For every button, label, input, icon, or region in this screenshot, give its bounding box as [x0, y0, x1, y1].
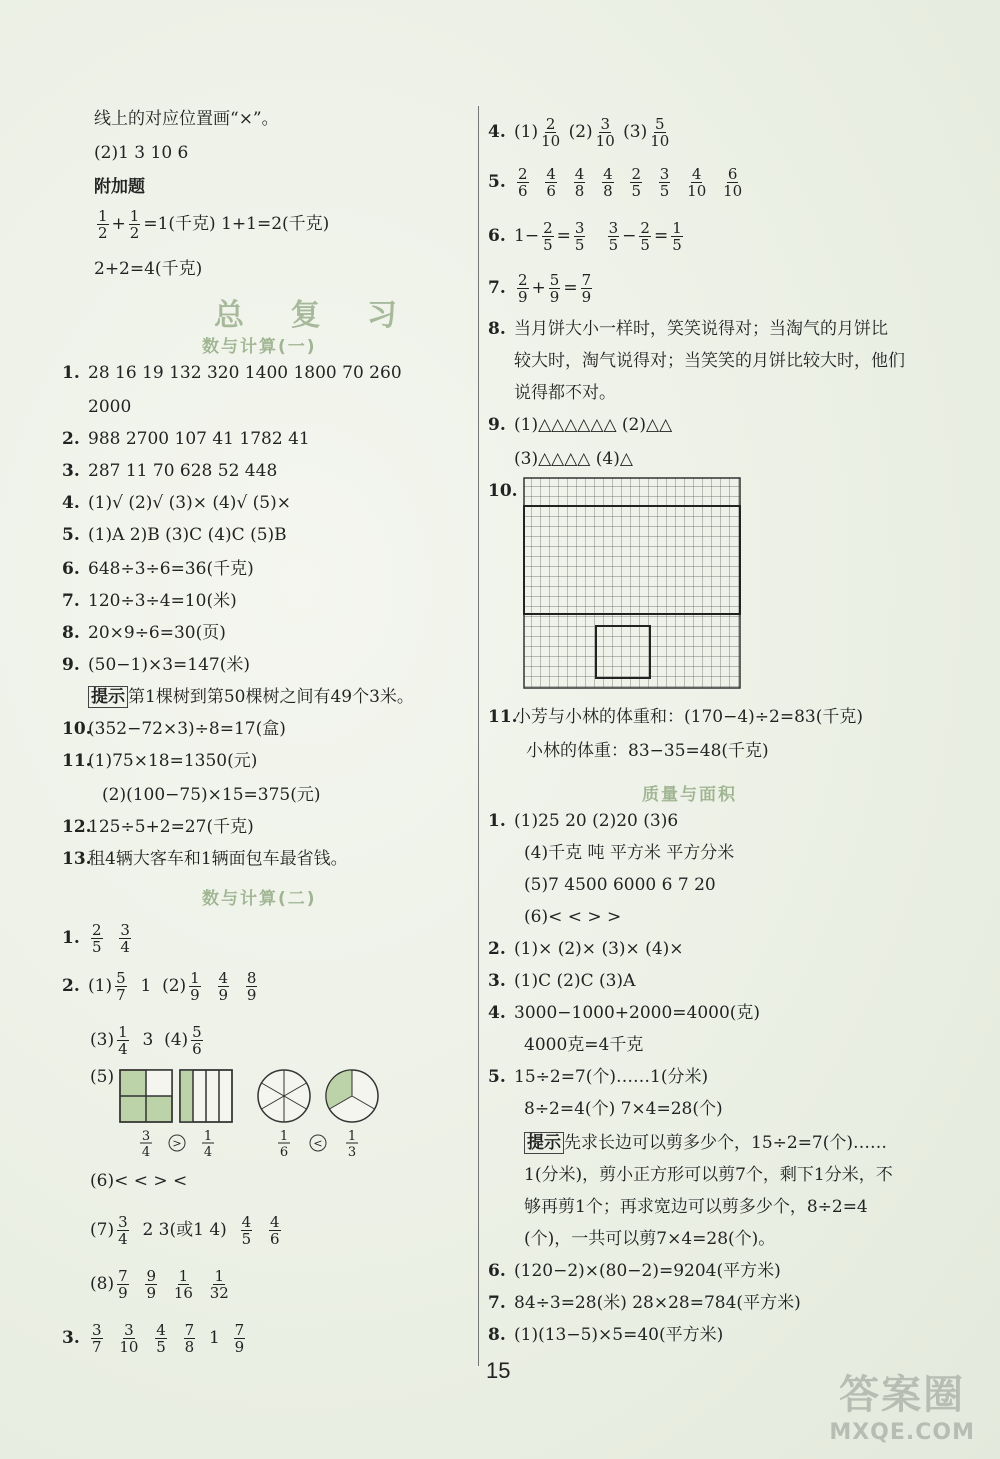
a4-line2: 4000克=4千克: [524, 1035, 644, 1055]
left-top-line1: 线上的对应位置画“×”。: [94, 109, 279, 129]
r-q6-line: 6. 1− $\frac{2}{5}$ = $\frac{3}{5}$ $\frac{3}{5}$ − $\frac{2}{5}$ = $\frac{1}{5}$: [488, 219, 682, 254]
q6-line: 6. 648÷3÷6=36(千克): [62, 559, 254, 579]
c2-q2-line3: (3) $\frac{1}{4}$ 3 (4) $\frac{5}{6}$: [90, 1023, 202, 1058]
a1-line2: (4)千克 吨 平方米 平方分米: [524, 843, 735, 863]
r-q8-line1: 8. 当月饼大小一样时，笑笑说得对；当淘气的月饼比: [488, 319, 888, 339]
a5-tip-line1: 提示 先求长边可以剪多少个，15÷2=7(个)……: [524, 1132, 887, 1154]
bonus-line2: 2+2=4(千克): [94, 259, 203, 279]
grid-diagram: [522, 476, 744, 692]
r-q10-label: 10.: [488, 481, 518, 501]
r-q9-line1: 9. (1)△△△△△△ (2)△△: [488, 415, 673, 435]
a1-line4: (6)< < > >: [524, 907, 622, 927]
c2-q1-line: 1. $\frac{2}{5}$ $\frac{3}{4}$: [62, 921, 130, 956]
c2-q2-5-label: (5): [90, 1067, 115, 1087]
circle-sixths: [258, 1070, 310, 1122]
section-title-calc2: 数与计算(二): [202, 889, 317, 909]
q7-line: 7. 120÷3÷4=10(米): [62, 591, 237, 611]
r-q11-line1: 11.小芳与小林的体重和：(170−4)÷2=83(千克): [488, 707, 863, 727]
a5-line1: 5. 15÷2=7(个)……1(分米): [488, 1067, 709, 1087]
svg-text:3: 3: [141, 1129, 151, 1144]
q10-line: 10.(352−72×3)÷8=17(盒): [62, 719, 286, 739]
c2-q2-8: (8) $\frac{7}{9}$ $\frac{9}{9}$ $\frac{1}{16}$ $\frac{1}{32}$: [90, 1267, 229, 1302]
bonus-title: 附加题: [94, 177, 145, 197]
bonus-line1-text: =1(千克) 1+1=2(千克): [143, 214, 330, 234]
tip-label: 提示: [524, 1132, 564, 1154]
q13-line: 13.租4辆大客车和1辆面包车最省钱。: [62, 849, 348, 869]
c2-q2-6: (6)< < > <: [90, 1171, 188, 1191]
svg-text:<: <: [313, 1137, 323, 1150]
watermark-line2: MXQE.COM: [829, 1420, 975, 1445]
fraction-diagrams: [118, 1068, 388, 1160]
a5-tip-line4: (个)，一共可以剪7×4=28(个)。: [524, 1229, 776, 1249]
watermark: [829, 1363, 975, 1445]
svg-text:6: 6: [279, 1145, 289, 1160]
svg-text:4: 4: [203, 1145, 213, 1160]
a5-tip-line2: 1(分米)，剪小正方形可以剪7个，剩下1分米，不: [524, 1165, 893, 1185]
compare-fractions: [140, 1129, 358, 1160]
r-q9-line2: (3)△△△△ (4)△: [514, 449, 633, 469]
page-number: 15: [486, 1358, 511, 1383]
section-title-review: 总 复 习: [214, 298, 415, 333]
square-strips: [180, 1070, 232, 1122]
a3-line: 3. (1)C (2)C (3)A: [488, 971, 636, 991]
q2-line: 2. 988 2700 107 41 1782 41: [62, 429, 310, 449]
q5-line: 5. (1)A 2)B (3)C (4)C (5)B: [62, 525, 287, 545]
a2-line: 2. (1)× (2)× (3)× (4)×: [488, 939, 684, 959]
q4-line: 4. (1)√ (2)√ (3)× (4)√ (5)×: [62, 493, 292, 513]
q3-line: 3. 287 11 70 628 52 448: [62, 461, 278, 481]
q1-line2: 2000: [88, 397, 132, 417]
q11-line2: (2)(100−75)×15=375(元): [102, 785, 321, 805]
svg-text:4: 4: [141, 1145, 151, 1160]
a8-line: 8. (1)(13−5)×5=40(平方米): [488, 1325, 724, 1345]
q9-tip: 提示 第1棵树到第50棵树之间有49个3米。: [88, 686, 414, 708]
a5-line2: 8÷2=4(个) 7×4=28(个): [524, 1099, 723, 1119]
square-quarters: [120, 1070, 172, 1122]
r-q4-line: 4. (1) $\frac{2}{10}$ (2) $\frac{3}{10}$ (3) $\frac{5}{10}$: [488, 115, 670, 150]
watermark-line1: 答案圈: [839, 1372, 966, 1418]
svg-text:1: 1: [203, 1129, 213, 1144]
a5-tip-line3: 够再剪1个；再求宽边可以剪多少个，8÷2=4: [524, 1197, 868, 1217]
q12-line: 12.125÷5+2=27(千克): [62, 817, 254, 837]
section-title-calc1: 数与计算(一): [202, 337, 317, 357]
svg-text:3: 3: [347, 1145, 357, 1160]
q8-line: 8. 20×9÷6=30(页): [62, 623, 226, 643]
r-q11-line2: 小林的体重：83−35=48(千克): [526, 741, 769, 761]
column-divider: [478, 106, 479, 1366]
a6-line: 6. (120−2)×(80−2)=9204(平方米): [488, 1261, 781, 1281]
svg-text:>: >: [172, 1137, 182, 1150]
a7-line: 7. 84÷3=28(米) 28×28=784(平方米): [488, 1293, 801, 1313]
r-q7-line: 7. $\frac{2}{9}$ + $\frac{5}{9}$ = $\frac{7}{9}$: [488, 271, 592, 306]
a4-line1: 4. 3000−1000+2000=4000(克): [488, 1003, 761, 1023]
left-top-line2: (2)1 3 10 6: [94, 143, 189, 163]
circle-thirds: [326, 1070, 378, 1122]
r-q8-line2: 较大时，淘气说得对；当笑笑的月饼比较大时，他们: [514, 351, 905, 371]
svg-text:1: 1: [347, 1129, 357, 1144]
c2-q3-line: 3. $\frac{3}{7}$ $\frac{3}{10}$ $\frac{4}{5}$ $\frac{7}{8}$ 1 $\frac{7}{9}$: [62, 1321, 245, 1356]
r-q5-line: 5. $\frac{2}{6}$ $\frac{4}{6}$ $\frac{4}{8}$ $\frac{4}{8}$ $\frac{2}{5}$ $\frac{3}{5}$ $\frac{4}{10}$ $\frac{6}{10}$: [488, 165, 743, 200]
r-q8-line3: 说得都不对。: [514, 383, 616, 403]
q1-line1: 1. 28 16 19 132 320 1400 1800 70 260: [62, 363, 402, 383]
c2-q2-7: (7) $\frac{3}{4}$ 2 3(或1 4) $\frac{4}{5}$ $\frac{4}{6}$: [90, 1213, 280, 1248]
section-title-area: 质量与面积: [642, 785, 737, 805]
c2-q2-line1: 2. (1) $\frac{5}{7}$ 1 (2) $\frac{1}{9}$ $\frac{4}{9}$ $\frac{8}{9}$: [62, 969, 257, 1004]
q9-line: 9. (50−1)×3=147(米): [62, 655, 250, 675]
q11-line1: 11.(1)75×18=1350(元): [62, 751, 258, 771]
grid-outline: [524, 478, 740, 688]
tip-label: 提示: [88, 686, 128, 708]
svg-text:1: 1: [279, 1129, 289, 1144]
bonus-line1: $\frac{1}{2}$ + $\frac{1}{2}$ =1(千克) 1+1=2(千克): [98, 207, 330, 242]
a1-line3: (5)7 4500 6000 6 7 20: [524, 875, 716, 895]
a1-line1: 1. (1)25 20 (2)20 (3)6: [488, 811, 679, 831]
